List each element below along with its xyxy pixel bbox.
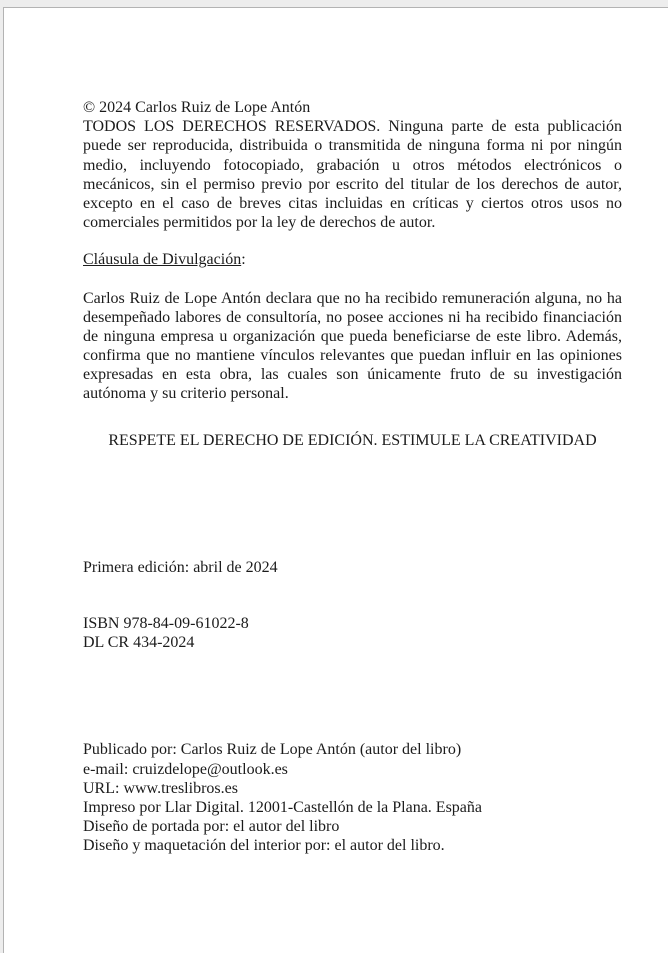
copyright-line: © 2024 Carlos Ruiz de Lope Antón [83, 99, 311, 116]
interior-design-line: Diseño y maquetación del interior por: el autor del libro. [83, 837, 445, 855]
isbn-line: ISBN 978-84-09-61022-8 [83, 615, 249, 632]
published-by-line: Publicado por: Carlos Ruiz de Lope Antón (autor del libro) [83, 741, 462, 759]
email-line: e-mail: cruizdelope@outlook.es [83, 760, 288, 778]
printed-by-line: Impreso por Llar Digital. 12001-Castellón de la Plana. España [83, 798, 483, 816]
page-content [4, 8, 668, 856]
legal-deposit-line: DL CR 434-2024 [83, 634, 195, 652]
publisher-block [83, 740, 622, 855]
first-edition-line: Primera edición: abril de 2024 [83, 558, 278, 576]
disclosure-paragraph: Carlos Ruiz de Lope Antón declara que no ha recibido remuneración alguna, no ha desempeñado labores de consultoría, no posee acciones ni ha recibido financiación de ninguna empresa u organización que pueda beneficiarse de este libro. Además, confirma que no mantiene vínculos relevantes que puedan influir en las opiniones expresadas en esta obra, las cuales son únicamente fruto de su investigación autónoma y su criterio personal. [83, 289, 622, 403]
disclosure-heading [83, 250, 622, 269]
document-page [3, 7, 668, 953]
disclosure-heading-colon: : [241, 251, 246, 269]
disclosure-heading-text: Cláusula de Divulgación [83, 251, 242, 269]
rights-reserved-paragraph: TODOS LOS DERECHOS RESERVADOS. Ninguna parte de esta publicación puede ser reproducida, distribuida o transmitida de ninguna forma ni por ningún medio, incluyendo fotocopiado, grabación u otros métodos electrónicos o mecánicos, sin el permiso previo por escrito del titular de los derechos de autor, excepto en el caso de breves citas incluidas en críticas y ciertos otros usos no comerciales permitidos por la ley de derechos de autor. [83, 118, 622, 232]
cover-design-line: Diseño de portada por: el autor del libro [83, 818, 340, 836]
copyright-motto: RESPETE EL DERECHO DE EDICIÓN. ESTIMULE LA CREATIVIDAD [108, 431, 597, 449]
url-line: URL: www.treslibros.es [83, 779, 238, 797]
